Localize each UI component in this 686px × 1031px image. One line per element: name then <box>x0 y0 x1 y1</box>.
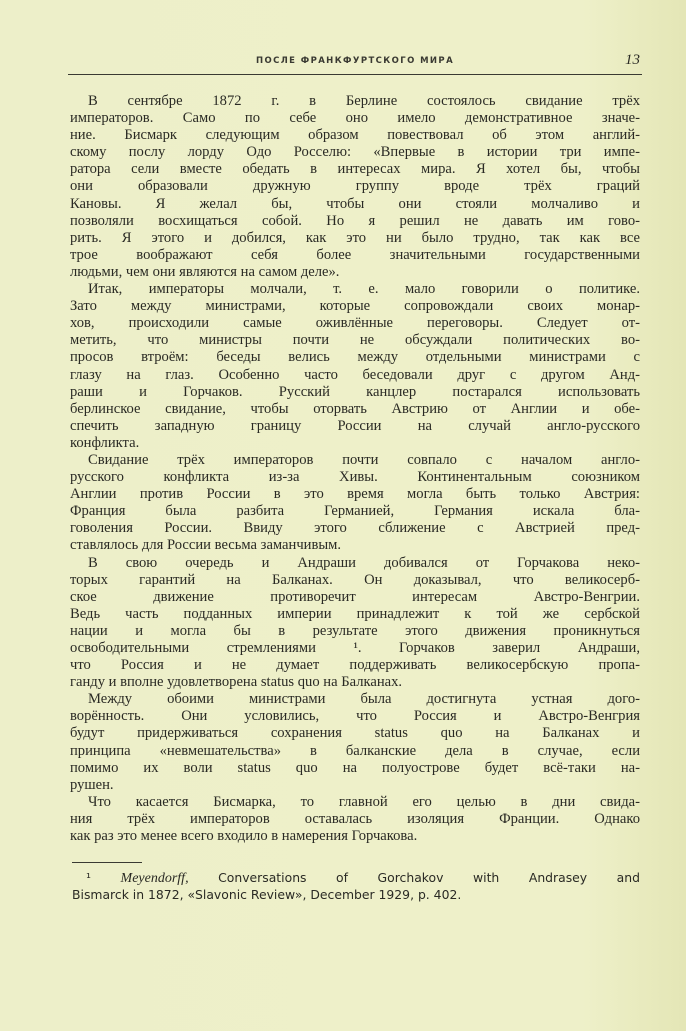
text-line: раши и Горчаков. Русский канцлер постарался использовать <box>70 383 640 400</box>
text-line: говоления России. Ввиду этого сближение с Австрией пред- <box>70 520 640 537</box>
text-line: освободительными стремлениями ¹. Горчаков заверил Андраши, <box>70 640 640 656</box>
text-line: Между обоими министрами была достигнута устная дого- <box>88 691 640 708</box>
text-line: В сентябре 1872 г. в Берлине состоялось свидание трёх <box>88 93 640 109</box>
text-line: хов, происходили самые оживлённые переговоры. Следует от- <box>70 315 640 332</box>
text-line: Англии против России в это время могла быть только Австрия: <box>70 486 640 503</box>
text-line: ское движение противоречит интересам Австро-Венгрии. <box>70 588 640 605</box>
paragraph <box>70 555 640 692</box>
text-line: императоров. Само по себе оно имело демонстративное значе- <box>70 110 640 127</box>
text-line: нации и могла бы в результате этого движения проникнуться <box>70 622 640 639</box>
text-line: рить. Я этого и добился, как это ни было трудно, так как все <box>70 229 640 246</box>
text-line: метить, что министры почти не обсуждали политических во- <box>70 332 640 349</box>
text-line: глазу на глаз. Особенно часто беседовали друг с другом Анд- <box>70 366 640 383</box>
footnote <box>72 870 640 903</box>
paragraph <box>70 452 640 555</box>
paragraph <box>70 691 640 794</box>
text-line: просов втроём: беседы велись между отдельными министрами с <box>70 349 640 366</box>
text-line: помимо их воли status quo на полуострове будет всё-таки на- <box>70 759 640 776</box>
text-line: Итак, императоры молчали, т. е. мало говорили о политике. <box>88 281 640 298</box>
footnote-author: Meyendorff, <box>120 871 189 886</box>
body-text <box>70 93 640 845</box>
text-line: ратора сели вместе обедать в интересах мира. Я хотел бы, чтобы <box>70 161 640 178</box>
text-line: Ведь часть подданных империи принадлежит к той же сербской <box>70 605 640 622</box>
text-line: они образовали дружную группу вроде трёх граций <box>70 178 640 195</box>
paragraph <box>70 93 640 281</box>
text-line: В свою очередь и Андраши добивался от Горчакова неко- <box>88 554 640 571</box>
paragraph <box>70 794 640 845</box>
text-line: принципа «невмешательства» в балканские дела в случае, если <box>70 742 640 759</box>
text-line: рушен. <box>70 776 114 793</box>
page-number: 13 <box>625 52 640 68</box>
text-line: Кановы. Я желал бы, чтобы они стояли молчаливо и <box>70 195 640 212</box>
text-line: ворённость. Они условились, что Россия и Австро-Венгрия <box>70 708 640 725</box>
text-line: людьми, чем они являются на самом деле». <box>70 263 340 280</box>
text-line: ганду и вполне удовлетворена status quo на Балканах. <box>70 674 403 691</box>
text-line: торых гарантий на Балканах. Он доказывал, что великосерб- <box>70 571 640 588</box>
text-line: ния трёх императоров оставалась изоляция Франции. Однако <box>70 810 640 827</box>
text-line: будут придерживаться сохранения status quo на Балканах и <box>70 725 640 742</box>
footnote-line: Bismarck in 1872, «Slavonic Review», December 1929, p. 402. <box>72 887 462 902</box>
footnote-divider <box>72 862 142 863</box>
text-line: конфликта. <box>70 434 140 451</box>
text-line: ние. Бисмарк следующим образом повествовал об этом англий- <box>70 127 640 144</box>
running-title: ПОСЛЕ ФРАНКФУРТСКОГО МИРА <box>255 56 455 66</box>
text-line: ставлялось для России весьма заманчивым. <box>70 537 342 554</box>
text-line: как раз это менее всего входило в намерения Горчакова. <box>70 828 418 845</box>
text-line: Что касается Бисмарка, то главной его целью в дни свида- <box>88 793 640 810</box>
footnote-text: Conversations of Gorchakov with Andrasey and <box>218 870 640 885</box>
running-header <box>68 52 642 75</box>
text-line: берлинское свидание, чтобы оторвать Австрию от Англии и обе- <box>70 400 640 417</box>
text-line: Свидание трёх императоров почти совпало с началом англо- <box>88 451 640 468</box>
text-line: трое воображают себя более значительными государственными <box>70 246 640 263</box>
text-line: Зато между министрами, которые сопровождали своих монар- <box>70 298 640 315</box>
text-line: что Россия и не думает поддерживать великосербскую пропа- <box>70 657 640 674</box>
footnote-line <box>72 870 640 887</box>
text-line: русского конфликта из-за Хивы. Континентальным союзником <box>70 469 640 486</box>
footnote-marker: ¹ <box>86 870 91 885</box>
text-line: спечить западную границу России на случай англо-русского <box>70 417 640 434</box>
text-line: скому послу лорду Одо Росселю: «Впервые в истории три импе- <box>70 144 640 161</box>
text-line: позволяли восхищаться собой. Но я решил не давать им гово- <box>70 212 640 229</box>
paragraph <box>70 281 640 452</box>
text-line: Франция была разбита Германией, Германия искала бла- <box>70 503 640 520</box>
